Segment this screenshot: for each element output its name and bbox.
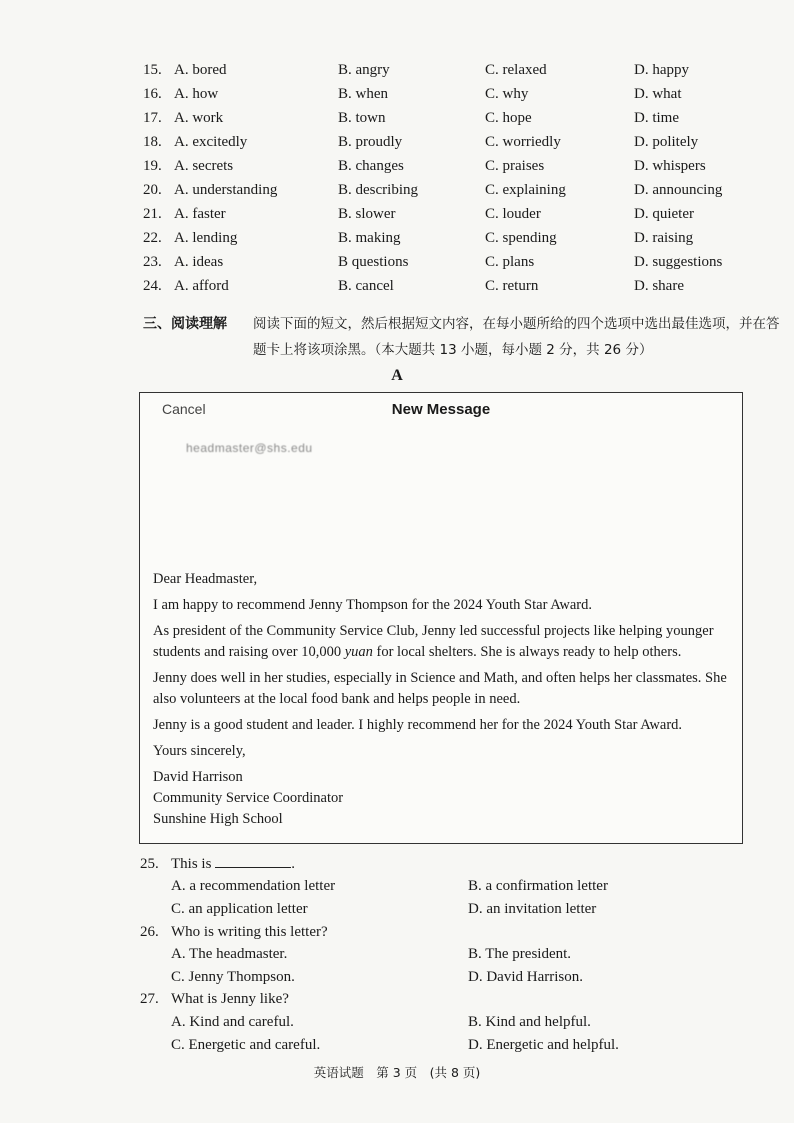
option-c: C. plans — [485, 253, 535, 270]
option-row — [143, 274, 784, 298]
passage-label: A — [391, 367, 403, 384]
email-compose-window — [139, 392, 743, 844]
option-b[interactable]: B. a confirmation letter — [468, 878, 608, 894]
option-a[interactable]: A. Kind and careful. — [171, 1014, 294, 1030]
page-footer: 英语试题 第 3 页 (共 8 页) — [313, 1065, 481, 1080]
option-row — [143, 250, 784, 274]
paragraph-2 — [153, 621, 738, 663]
question-number: 16. — [143, 85, 162, 102]
question-number: 21. — [143, 205, 162, 222]
option-a: A. afford — [174, 277, 229, 294]
option-d[interactable]: D. Energetic and helpful. — [468, 1037, 619, 1053]
option-d: D. happy — [634, 61, 689, 78]
paragraph-2-italic: yuan — [344, 644, 373, 660]
paragraph-2-text-end: for local shelters. She is always ready to help others. — [372, 644, 682, 660]
option-d: D. politely — [634, 133, 699, 150]
greeting: Dear Headmaster, — [153, 571, 258, 587]
question-27-options — [171, 1011, 641, 1057]
question-stem: What is Jenny like? — [171, 991, 289, 1007]
option-c: C. louder — [485, 205, 541, 222]
question-number: 23. — [143, 253, 162, 270]
question-number: 17. — [143, 109, 162, 126]
option-row — [143, 154, 784, 178]
option-row — [143, 178, 784, 202]
question-number: 24. — [143, 277, 162, 294]
cancel-button[interactable]: Cancel — [162, 401, 206, 417]
option-c: C. relaxed — [485, 61, 547, 78]
option-row — [143, 82, 784, 106]
section-instructions: 阅读下面的短文，然后根据短文内容，在每小题所给的四个选项中选出最佳选项，并在答题卡上将该项涂黑。（本大题共 13 小题，每小题 2 分，共 26 分） — [253, 316, 780, 358]
signature-name: David Harrison — [153, 769, 243, 785]
option-b: B. angry — [338, 61, 390, 78]
window-title: New Message — [391, 401, 491, 418]
question-number: 25. — [140, 856, 159, 872]
question-stem: Who is writing this letter? — [171, 924, 328, 940]
option-c[interactable]: C. an application letter — [171, 901, 308, 917]
option-c: C. explaining — [485, 181, 566, 198]
question-26 — [140, 921, 660, 943]
option-a[interactable]: A. The headmaster. — [171, 946, 288, 962]
option-row — [143, 106, 784, 130]
question-number: 18. — [143, 133, 162, 150]
question-27 — [140, 988, 660, 1010]
question-number: 26. — [140, 924, 159, 940]
option-b: B. cancel — [338, 277, 394, 294]
option-b: B. slower — [338, 205, 396, 222]
option-row — [143, 58, 784, 82]
option-row — [143, 226, 784, 250]
option-a: A. faster — [174, 205, 226, 222]
option-a: A. work — [174, 109, 224, 126]
option-a: A. ideas — [174, 253, 224, 270]
option-d: D. quieter — [634, 205, 694, 222]
reading-section-heading — [143, 311, 783, 363]
question-number: 20. — [143, 181, 162, 198]
cloze-options-table — [143, 58, 784, 298]
answer-blank — [215, 853, 291, 868]
option-c: C. return — [485, 277, 539, 294]
paragraph-3: Jenny does well in her studies, especially in Science and Math, and often helps her classmates. She also volunteers at the local food bank and helps people in need. — [153, 670, 727, 707]
option-b: B. proudly — [338, 133, 403, 150]
option-a: A. how — [174, 85, 219, 102]
paragraph-2-text: As president of the Community Service Club, Jenny led successful projects like helping younger students and raising over 10,000 — [153, 623, 714, 660]
closing: Yours sincerely, — [153, 743, 246, 759]
option-d: D. whispers — [634, 157, 706, 174]
question-26-options — [171, 943, 641, 989]
recipient-field[interactable]: headmaster@shs.edu — [186, 441, 313, 455]
question-number: 22. — [143, 229, 162, 246]
signature-title: Community Service Coordinator — [153, 790, 344, 806]
email-body — [153, 569, 738, 830]
option-a[interactable]: A. a recommendation letter — [171, 878, 336, 894]
paragraph-4: Jenny is a good student and leader. I highly recommend her for the 2024 Youth Star Award. — [153, 717, 683, 733]
option-b: B. changes — [338, 157, 404, 174]
option-d: D. raising — [634, 229, 694, 246]
option-b[interactable]: B. Kind and helpful. — [468, 1014, 591, 1030]
question-stem — [171, 853, 295, 875]
option-b: B questions — [338, 253, 409, 270]
question-number: 19. — [143, 157, 162, 174]
section-title: 三、阅读理解 — [143, 316, 227, 332]
question-25-options — [171, 875, 641, 921]
option-a: A. understanding — [174, 181, 278, 198]
option-c[interactable]: C. Energetic and careful. — [171, 1037, 321, 1053]
option-c: C. why — [485, 85, 529, 102]
option-d[interactable]: D. David Harrison. — [468, 969, 583, 985]
signature-school: Sunshine High School — [153, 811, 283, 827]
option-c: C. hope — [485, 109, 532, 126]
option-c: C. worriedly — [485, 133, 561, 150]
option-d: D. time — [634, 109, 679, 126]
option-a: A. secrets — [174, 157, 234, 174]
option-row — [143, 130, 784, 154]
option-b: B. making — [338, 229, 401, 246]
option-c: C. spending — [485, 229, 557, 246]
option-d[interactable]: D. an invitation letter — [468, 901, 597, 917]
option-c[interactable]: C. Jenny Thompson. — [171, 969, 295, 985]
question-25 — [140, 853, 660, 875]
option-b: B. town — [338, 109, 386, 126]
option-d: D. what — [634, 85, 682, 102]
question-number: 27. — [140, 991, 159, 1007]
question-number: 15. — [143, 61, 162, 78]
stem-end: . — [291, 856, 295, 872]
option-row — [143, 202, 784, 226]
option-b: B. when — [338, 85, 388, 102]
option-c: C. praises — [485, 157, 545, 174]
stem-text: This is — [171, 856, 212, 872]
option-a: A. lending — [174, 229, 238, 246]
option-d: D. announcing — [634, 181, 723, 198]
option-d: D. share — [634, 277, 684, 294]
signature — [153, 767, 738, 830]
option-b: B. describing — [338, 181, 418, 198]
paragraph-1: I am happy to recommend Jenny Thompson for the 2024 Youth Star Award. — [153, 597, 592, 613]
option-b[interactable]: B. The president. — [468, 946, 572, 962]
option-d: D. suggestions — [634, 253, 723, 270]
option-a: A. bored — [174, 61, 227, 78]
option-a: A. excitedly — [174, 133, 248, 150]
